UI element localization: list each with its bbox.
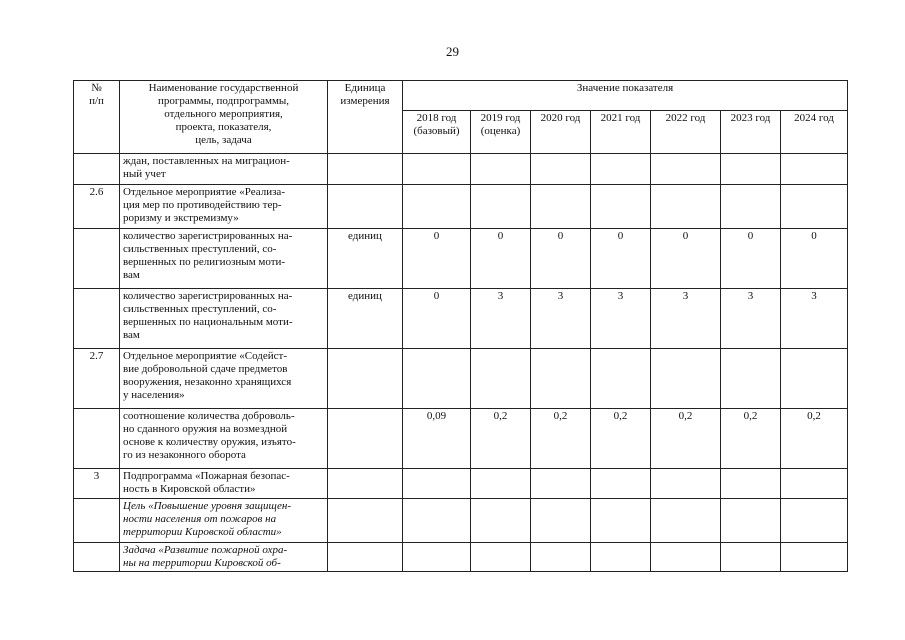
row-value [471, 154, 531, 185]
row-value [471, 499, 531, 543]
row-value [403, 349, 471, 409]
row-value [403, 469, 471, 499]
row-value: 3 [531, 289, 591, 349]
header-year: 2023 год [721, 111, 781, 154]
page-number: 29 [446, 44, 459, 59]
row-value: 3 [721, 289, 781, 349]
row-value [471, 543, 531, 572]
row-unit: единиц [328, 289, 403, 349]
row-num [74, 289, 120, 349]
row-value: 3 [591, 289, 651, 349]
row-unit [328, 409, 403, 469]
row-unit: единиц [328, 229, 403, 289]
row-name: Отдельное мероприятие «Содейст- вие добровольной сдаче предметов вооружения, незаконно хранящихся у населения» [120, 349, 328, 409]
row-value [591, 469, 651, 499]
row-value [721, 154, 781, 185]
row-name: Цель «Повышение уровня защищен- ности населения от пожаров на территории Кировской области» [120, 499, 328, 543]
row-num: 3 [74, 469, 120, 499]
row-value [651, 469, 721, 499]
table-row [74, 154, 848, 185]
row-value: 0,2 [531, 409, 591, 469]
row-value [781, 154, 848, 185]
row-value [531, 185, 591, 229]
row-unit [328, 469, 403, 499]
row-name: Задача «Развитие пожарной охра- ны на территории Кировской об- [120, 543, 328, 572]
row-num [74, 409, 120, 469]
row-value [471, 185, 531, 229]
row-value: 3 [781, 289, 848, 349]
row-value [531, 469, 591, 499]
row-value [471, 349, 531, 409]
row-value [591, 499, 651, 543]
row-value [403, 185, 471, 229]
row-value [781, 469, 848, 499]
row-value [651, 349, 721, 409]
row-value [721, 543, 781, 572]
row-num: 2.6 [74, 185, 120, 229]
row-value [403, 499, 471, 543]
row-value [591, 154, 651, 185]
header-num: № п/п [74, 81, 120, 154]
header-year: 2019 год (оценка) [471, 111, 531, 154]
header-name: Наименование государственной программы, подпрограммы, отдельного мероприятия, проекта, показателя, цель, задача [120, 81, 328, 154]
table-row [74, 349, 848, 409]
row-unit [328, 185, 403, 229]
row-unit [328, 543, 403, 572]
table-row [74, 469, 848, 499]
row-value: 0,2 [781, 409, 848, 469]
row-value: 0 [403, 289, 471, 349]
row-name: ждан, поставленных на миграцион- ный учет [120, 154, 328, 185]
row-value [651, 543, 721, 572]
row-name: количество зарегистрированных на- сильственных преступлений, со- вершенных по национальным моти- вам [120, 289, 328, 349]
header-year: 2020 год [531, 111, 591, 154]
row-value [781, 543, 848, 572]
header-year: 2018 год (базовый) [403, 111, 471, 154]
row-value: 0 [531, 229, 591, 289]
header-values-group: Значение показателя [403, 81, 848, 111]
row-num [74, 154, 120, 185]
row-num [74, 229, 120, 289]
row-value [721, 469, 781, 499]
row-value [531, 154, 591, 185]
row-unit [328, 499, 403, 543]
row-name: Подпрограмма «Пожарная безопас- ность в Кировской области» [120, 469, 328, 499]
row-value: 0 [781, 229, 848, 289]
row-value: 0 [471, 229, 531, 289]
header-unit: Единица измерения [328, 81, 403, 154]
row-value: 0,09 [403, 409, 471, 469]
header-year: 2021 год [591, 111, 651, 154]
row-name: количество зарегистрированных на- сильственных преступлений, со- вершенных по религиозным моти- вам [120, 229, 328, 289]
row-value [781, 499, 848, 543]
row-value: 0,2 [471, 409, 531, 469]
table-row [74, 543, 848, 572]
row-value [531, 543, 591, 572]
row-value: 0 [403, 229, 471, 289]
row-value [471, 469, 531, 499]
row-value [403, 543, 471, 572]
row-value [781, 185, 848, 229]
row-value [591, 349, 651, 409]
row-num: 2.7 [74, 349, 120, 409]
table-row [74, 289, 848, 349]
table-row [74, 409, 848, 469]
row-value [721, 499, 781, 543]
row-value [591, 543, 651, 572]
row-value [721, 349, 781, 409]
table-row [74, 229, 848, 289]
row-value [591, 185, 651, 229]
row-value [781, 349, 848, 409]
row-value: 0 [591, 229, 651, 289]
row-value [531, 349, 591, 409]
row-value: 0,2 [591, 409, 651, 469]
row-name: Отдельное мероприятие «Реализа- ция мер по противодействию тер- роризму и экстремизму» [120, 185, 328, 229]
row-num [74, 543, 120, 572]
row-value [721, 185, 781, 229]
row-value: 3 [651, 289, 721, 349]
row-value [651, 185, 721, 229]
row-value: 0 [721, 229, 781, 289]
row-num [74, 499, 120, 543]
row-value: 0,2 [651, 409, 721, 469]
row-value [651, 154, 721, 185]
row-value [403, 154, 471, 185]
header-year: 2022 год [651, 111, 721, 154]
row-value: 0 [651, 229, 721, 289]
indicator-table [73, 80, 848, 572]
table-row [74, 499, 848, 543]
header-year: 2024 год [781, 111, 848, 154]
row-value [531, 499, 591, 543]
row-value [651, 499, 721, 543]
row-unit [328, 349, 403, 409]
row-name: соотношение количества доброволь- но сданного оружия на возмездной основе к количеству оружия, изъято- го из незаконного оборота [120, 409, 328, 469]
row-unit [328, 154, 403, 185]
table-row [74, 185, 848, 229]
row-value: 3 [471, 289, 531, 349]
row-value: 0,2 [721, 409, 781, 469]
